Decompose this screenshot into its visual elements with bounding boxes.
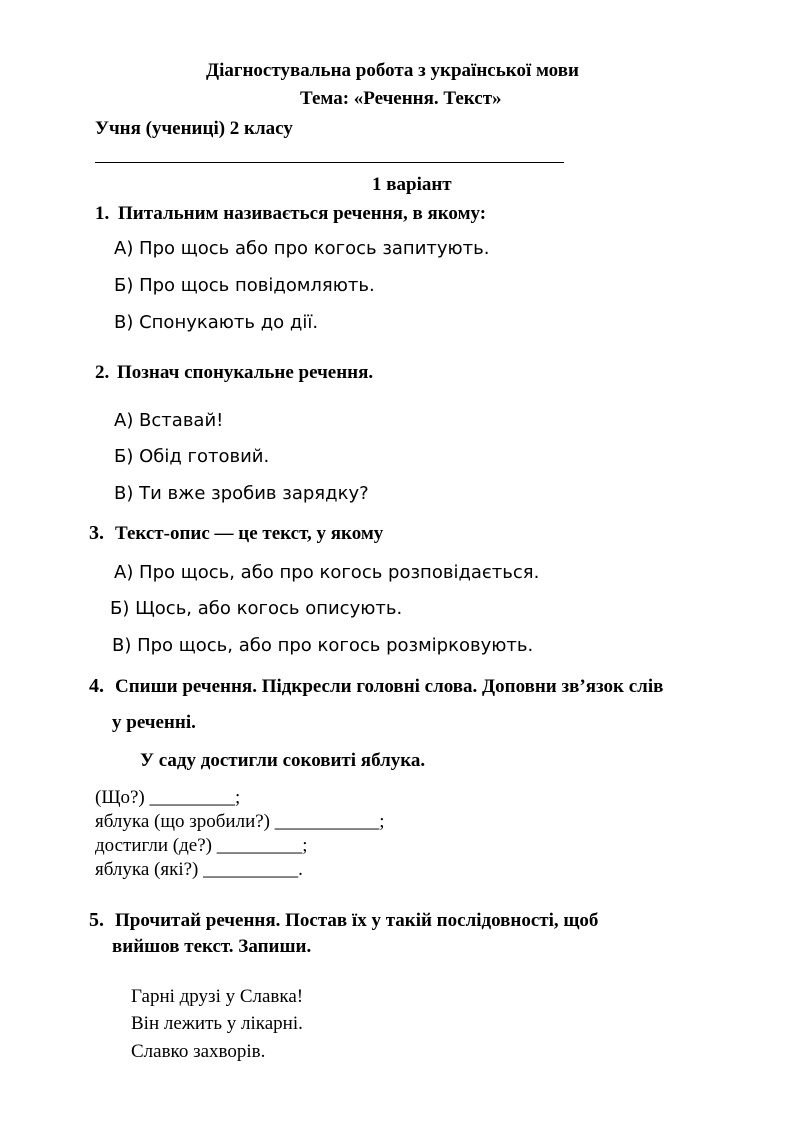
- q3-option-a: А) Про щось, або про когось розповідається.: [114, 562, 540, 583]
- q4-question-line2: у реченні.: [112, 712, 196, 733]
- q4-sentence: У саду достигли соковиті яблука.: [140, 750, 426, 771]
- q1-option-b: Б) Про щось повідомляють.: [114, 275, 375, 296]
- q3-number: 3.: [89, 522, 104, 544]
- topic-title: Тема: «Речення. Текст»: [300, 88, 502, 109]
- q5-question-line1: Прочитай речення. Постав їх у такій послідовності, щоб: [115, 910, 599, 931]
- q5-sentence-3: Славко захворів.: [131, 1041, 266, 1062]
- q2-option-b: Б) Обід готовий.: [114, 446, 270, 467]
- q5-number: 5.: [89, 909, 104, 931]
- q2-number: 2.: [95, 362, 110, 383]
- q4-question-line1: Спиши речення. Підкресли головні слова. Доповни зв’язок слів: [115, 676, 664, 697]
- q1-number: 1.: [95, 203, 110, 224]
- page-title: Діагностувальна робота з української мови: [206, 60, 579, 81]
- q4-fill-line-2: яблука (що зробили?) ___________;: [95, 811, 385, 832]
- q3-option-c: В) Про щось, або про когось розмірковують.: [112, 635, 534, 656]
- q2-question: Познач спонукальне речення.: [117, 362, 374, 383]
- student-name-line: [95, 162, 564, 163]
- variant-label: 1 варіант: [372, 174, 452, 195]
- q5-sentence-2: Він лежить у лікарні.: [131, 1013, 303, 1034]
- q5-sentence-1: Гарні друзі у Славка!: [131, 986, 304, 1007]
- q4-fill-line-3: достигли (де?) _________;: [95, 835, 308, 856]
- q2-option-a: А) Вставай!: [114, 410, 224, 431]
- q4-fill-line-1: (Що?) _________;: [95, 787, 241, 808]
- student-label: Учня (учениці) 2 класу: [95, 118, 293, 139]
- q1-option-c: В) Спонукають до дії.: [114, 312, 319, 333]
- q2-option-c: В) Ти вже зробив зарядку?: [114, 483, 369, 504]
- q5-question-line2: вийшов текст. Запиши.: [112, 936, 312, 957]
- q4-fill-line-4: яблука (які?) __________.: [95, 859, 303, 880]
- q4-number: 4.: [89, 675, 104, 697]
- q3-question: Текст-опис — це текст, у якому: [115, 523, 384, 544]
- q3-option-b: Б) Щось, або когось описують.: [110, 598, 403, 619]
- q1-option-a: А) Про щось або про когось запитують.: [114, 238, 490, 259]
- q1-question: Питальним називається речення, в якому:: [118, 203, 487, 224]
